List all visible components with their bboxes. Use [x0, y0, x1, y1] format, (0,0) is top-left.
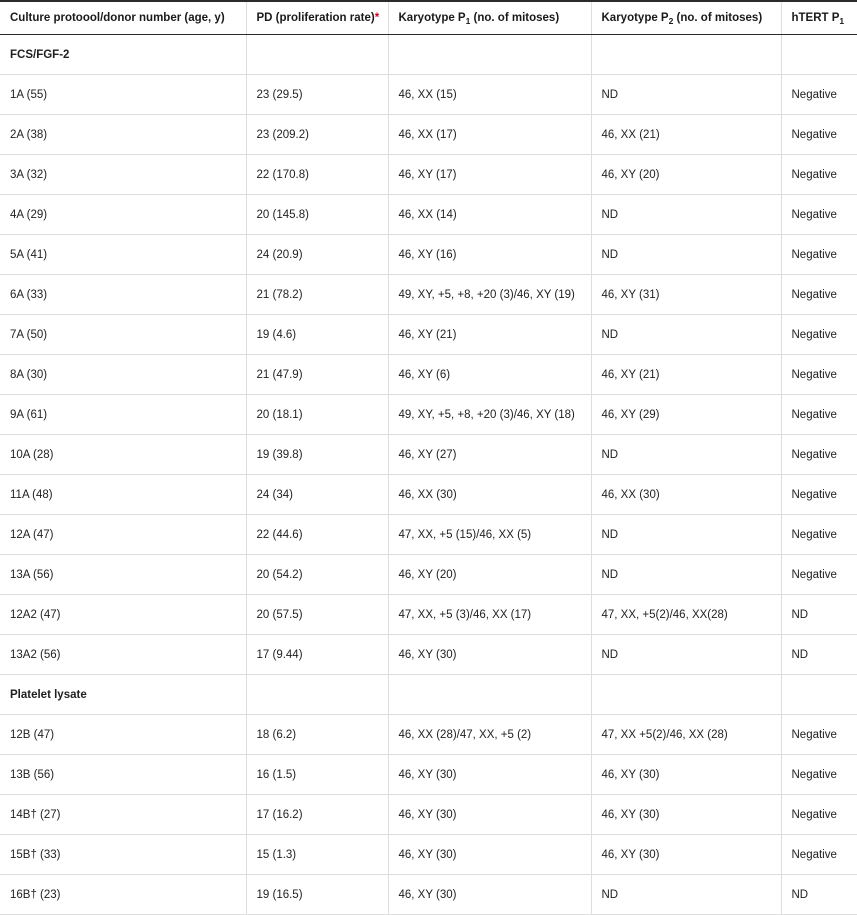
- htert-p1-cell: Negative: [781, 275, 857, 315]
- table-row: [0, 475, 857, 515]
- group-label-cell: Platelet lysate: [0, 675, 246, 715]
- table-row: [0, 155, 857, 195]
- donor-cell: 5A (41): [0, 235, 246, 275]
- karyotype-p1-cell: 47, XX, +5 (3)/46, XX (17): [388, 595, 591, 635]
- karyotype-p1-cell: 46, XX (30): [388, 475, 591, 515]
- table-row: [0, 435, 857, 475]
- table-row: [0, 195, 857, 235]
- donor-cell: 6A (33): [0, 275, 246, 315]
- table-header: [0, 1, 857, 35]
- htert-p1-cell: Negative: [781, 75, 857, 115]
- column-header-culture-protocol: [0, 1, 246, 35]
- karyotype-p1-cell: 46, XY (16): [388, 235, 591, 275]
- table-row: [0, 395, 857, 435]
- column-header-label: Culture protoool/donor number (age, y): [10, 12, 225, 24]
- karyotype-p2-cell: ND: [591, 515, 781, 555]
- table-row: [0, 275, 857, 315]
- column-header-pd: [246, 1, 388, 35]
- karyotype-p2-cell: ND: [591, 875, 781, 915]
- karyotype-p2-cell: 46, XY (30): [591, 835, 781, 875]
- karyotype-p2-cell: ND: [591, 315, 781, 355]
- karyotype-p1-cell: 46, XY (17): [388, 155, 591, 195]
- karyotype-p2-cell: 46, XY (31): [591, 275, 781, 315]
- footnote-asterisk: *: [374, 12, 380, 24]
- table-row: [0, 235, 857, 275]
- karyotype-p1-cell: 49, XY, +5, +8, +20 (3)/46, XY (18): [388, 395, 591, 435]
- donor-cell: 2A (38): [0, 115, 246, 155]
- column-header-suffix: (no. of mitoses): [470, 12, 560, 24]
- karyotype-p1-cell: 46, XY (30): [388, 755, 591, 795]
- karyotype-p2-cell: 46, XX (21): [591, 115, 781, 155]
- htert-p1-cell: [781, 35, 857, 75]
- pd-cell: 23 (209.2): [246, 115, 388, 155]
- donor-cell: 15B† (33): [0, 835, 246, 875]
- column-header-label: Karyotype P: [398, 12, 466, 24]
- pd-cell: 20 (57.5): [246, 595, 388, 635]
- group-label-cell: FCS/FGF-2: [0, 35, 246, 75]
- column-header-subscript: 1: [465, 16, 471, 26]
- donor-cell: 8A (30): [0, 355, 246, 395]
- htert-p1-cell: Negative: [781, 195, 857, 235]
- htert-p1-cell: Negative: [781, 835, 857, 875]
- table-row: [0, 75, 857, 115]
- htert-p1-cell: ND: [781, 595, 857, 635]
- karyotype-p2-cell: 46, XY (30): [591, 755, 781, 795]
- karyotype-p2-cell: 46, XY (30): [591, 795, 781, 835]
- karyotype-p1-cell: [388, 35, 591, 75]
- table-header-row: [0, 1, 857, 35]
- donor-cell: 13A (56): [0, 555, 246, 595]
- column-header-label: Karyotype P: [601, 12, 669, 24]
- htert-p1-cell: Negative: [781, 155, 857, 195]
- table-group-row: [0, 675, 857, 715]
- karyotype-p1-cell: 46, XY (27): [388, 435, 591, 475]
- donor-cell: 11A (48): [0, 475, 246, 515]
- karyotype-p2-cell: ND: [591, 75, 781, 115]
- htert-p1-cell: Negative: [781, 515, 857, 555]
- karyotype-p2-cell: ND: [591, 195, 781, 235]
- pd-cell: 22 (44.6): [246, 515, 388, 555]
- htert-p1-cell: Negative: [781, 755, 857, 795]
- karyotype-p1-cell: 47, XX, +5 (15)/46, XX (5): [388, 515, 591, 555]
- pd-cell: 21 (47.9): [246, 355, 388, 395]
- donor-cell: 16B† (23): [0, 875, 246, 915]
- htert-p1-cell: Negative: [781, 395, 857, 435]
- column-header-label: PD (proliferation rate): [256, 12, 375, 24]
- pd-cell: 20 (54.2): [246, 555, 388, 595]
- karyotype-p1-cell: 46, XX (28)/47, XX, +5 (2): [388, 715, 591, 755]
- table-group-row: [0, 35, 857, 75]
- table-row: [0, 515, 857, 555]
- pd-cell: 17 (16.2): [246, 795, 388, 835]
- karyotype-p1-cell: 46, XY (30): [388, 635, 591, 675]
- donor-cell: 12A (47): [0, 515, 246, 555]
- karyotype-p2-cell: 47, XX, +5(2)/46, XX(28): [591, 595, 781, 635]
- htert-p1-cell: Negative: [781, 355, 857, 395]
- column-header-htert-p1: [781, 1, 857, 35]
- htert-p1-cell: Negative: [781, 715, 857, 755]
- karyotype-p1-cell: 46, XY (6): [388, 355, 591, 395]
- donor-cell: 12B (47): [0, 715, 246, 755]
- pd-cell: 24 (20.9): [246, 235, 388, 275]
- donor-cell: 14B† (27): [0, 795, 246, 835]
- karyotype-p1-cell: 46, XY (30): [388, 835, 591, 875]
- table-row: [0, 755, 857, 795]
- table-row: [0, 315, 857, 355]
- karyotype-p1-cell: 46, XY (21): [388, 315, 591, 355]
- karyotype-p2-cell: [591, 35, 781, 75]
- table-row: [0, 355, 857, 395]
- pd-cell: 16 (1.5): [246, 755, 388, 795]
- donor-cell: 3A (32): [0, 155, 246, 195]
- table-body: [0, 35, 857, 915]
- table-row: [0, 115, 857, 155]
- karyotype-p1-cell: 49, XY, +5, +8, +20 (3)/46, XY (19): [388, 275, 591, 315]
- htert-p1-cell: ND: [781, 635, 857, 675]
- donor-cell: 10A (28): [0, 435, 246, 475]
- karyotype-p2-cell: ND: [591, 235, 781, 275]
- pd-cell: 20 (145.8): [246, 195, 388, 235]
- column-header-subscript: 1: [839, 16, 845, 26]
- karyotype-p2-cell: 46, XY (21): [591, 355, 781, 395]
- pd-cell: 22 (170.8): [246, 155, 388, 195]
- donor-cell: 13B (56): [0, 755, 246, 795]
- karyotype-p1-cell: 46, XY (30): [388, 875, 591, 915]
- htert-p1-cell: Negative: [781, 315, 857, 355]
- karyotype-p1-cell: 46, XY (20): [388, 555, 591, 595]
- karyotype-p2-cell: 46, XY (20): [591, 155, 781, 195]
- htert-p1-cell: [781, 675, 857, 715]
- karyotype-p2-cell: ND: [591, 555, 781, 595]
- pd-cell: 15 (1.3): [246, 835, 388, 875]
- pd-cell: 23 (29.5): [246, 75, 388, 115]
- karyotype-p1-cell: 46, XY (30): [388, 795, 591, 835]
- karyotype-p2-cell: ND: [591, 435, 781, 475]
- karyotype-p1-cell: [388, 675, 591, 715]
- karyotype-p2-cell: 46, XX (30): [591, 475, 781, 515]
- karyotype-p2-cell: ND: [591, 635, 781, 675]
- pd-cell: 20 (18.1): [246, 395, 388, 435]
- htert-p1-cell: Negative: [781, 475, 857, 515]
- pd-cell: 24 (34): [246, 475, 388, 515]
- column-header-suffix: (no. of mitoses): [673, 12, 763, 24]
- pd-cell: 18 (6.2): [246, 715, 388, 755]
- pd-cell: [246, 35, 388, 75]
- htert-p1-cell: Negative: [781, 235, 857, 275]
- column-header-label: hTERT P: [791, 12, 840, 24]
- karyotype-p2-cell: 47, XX +5(2)/46, XX (28): [591, 715, 781, 755]
- donor-cell: 9A (61): [0, 395, 246, 435]
- table-row: [0, 715, 857, 755]
- pd-cell: 19 (16.5): [246, 875, 388, 915]
- table-row: [0, 595, 857, 635]
- pd-cell: 19 (4.6): [246, 315, 388, 355]
- donor-cell: 12A2 (47): [0, 595, 246, 635]
- donor-cell: 1A (55): [0, 75, 246, 115]
- table-row: [0, 635, 857, 675]
- table-row: [0, 875, 857, 915]
- htert-p1-cell: Negative: [781, 115, 857, 155]
- karyotype-p2-cell: [591, 675, 781, 715]
- pd-cell: 19 (39.8): [246, 435, 388, 475]
- htert-p1-cell: Negative: [781, 555, 857, 595]
- table-row: [0, 555, 857, 595]
- donor-cell: 4A (29): [0, 195, 246, 235]
- column-header-karyotype-p2: [591, 1, 781, 35]
- pd-cell: 21 (78.2): [246, 275, 388, 315]
- table-row: [0, 835, 857, 875]
- karyotype-p1-cell: 46, XX (14): [388, 195, 591, 235]
- karyotype-p2-cell: 46, XY (29): [591, 395, 781, 435]
- column-header-karyotype-p1: [388, 1, 591, 35]
- pd-cell: 17 (9.44): [246, 635, 388, 675]
- donor-cell: 7A (50): [0, 315, 246, 355]
- htert-p1-cell: Negative: [781, 795, 857, 835]
- donor-cell: 13A2 (56): [0, 635, 246, 675]
- column-header-subscript: 2: [668, 16, 674, 26]
- karyotype-p1-cell: 46, XX (17): [388, 115, 591, 155]
- htert-p1-cell: Negative: [781, 435, 857, 475]
- table-row: [0, 795, 857, 835]
- htert-p1-cell: ND: [781, 875, 857, 915]
- pd-cell: [246, 675, 388, 715]
- karyotype-p1-cell: 46, XX (15): [388, 75, 591, 115]
